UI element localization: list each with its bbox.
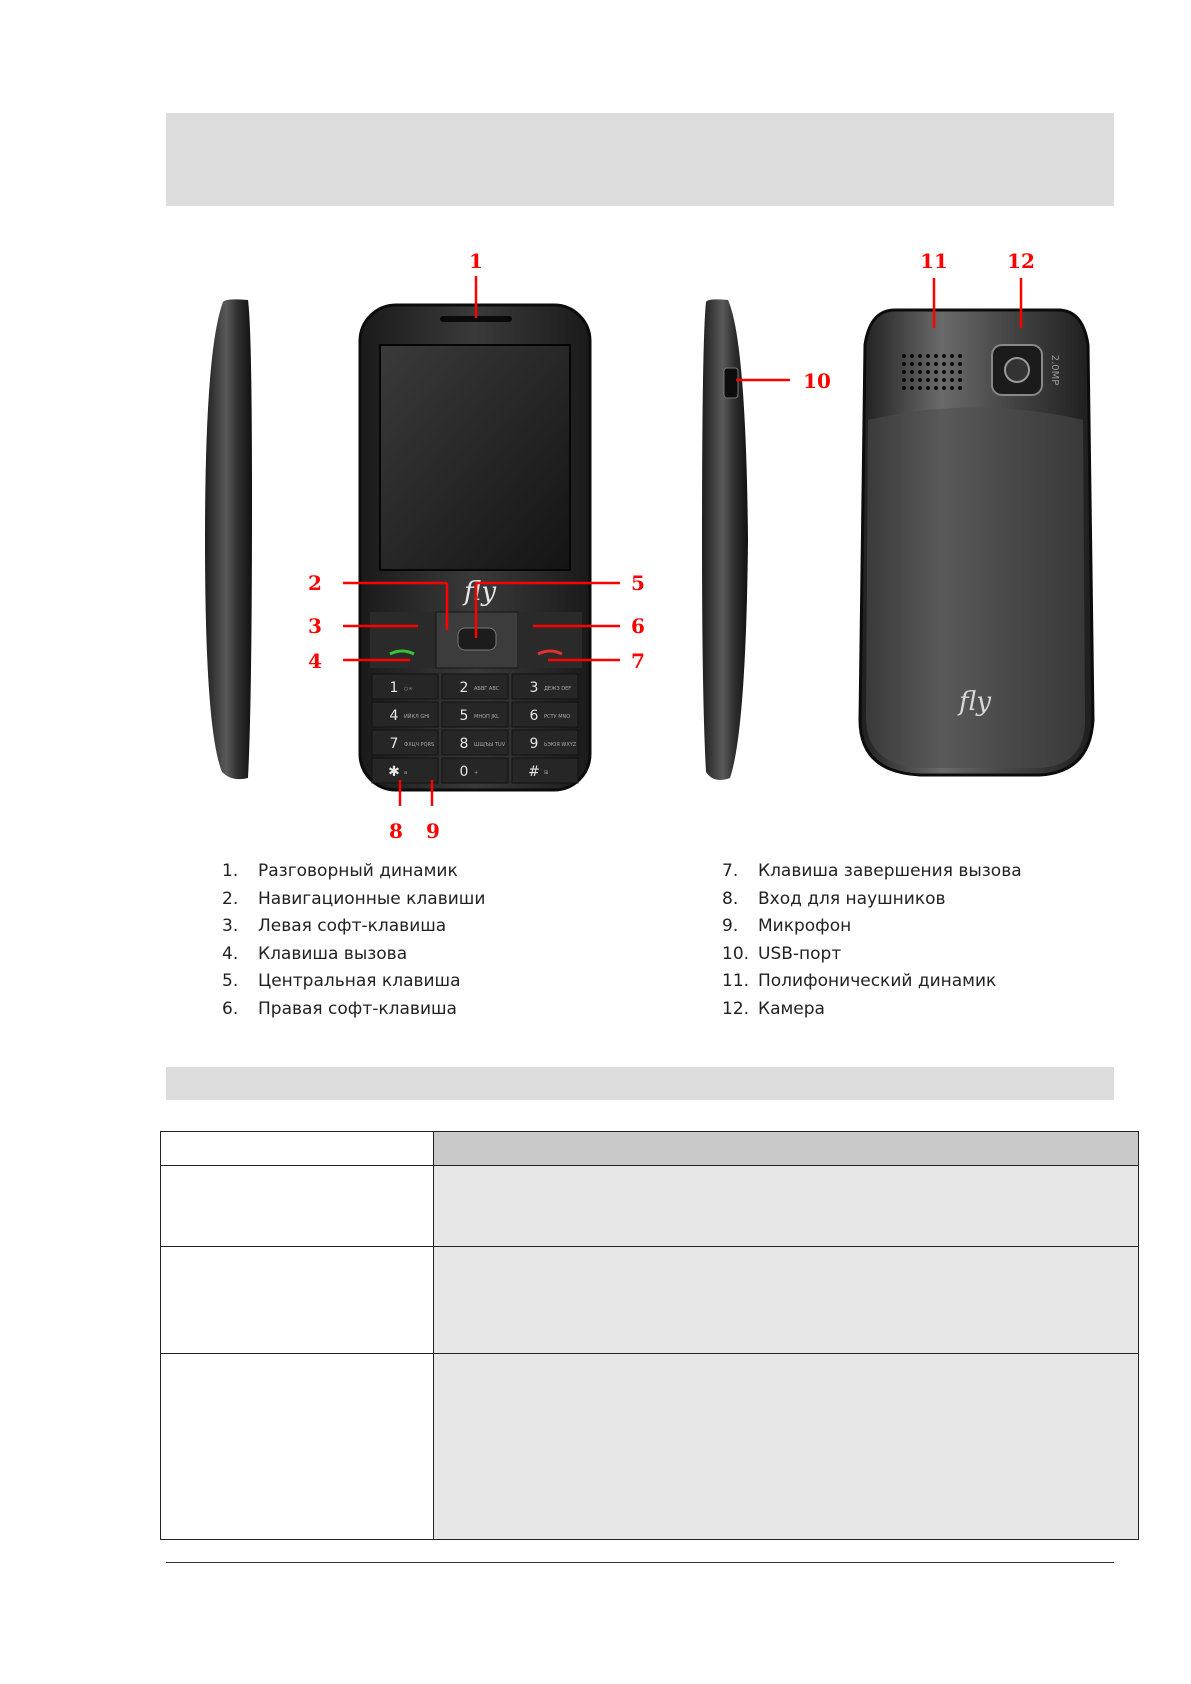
callout-11: 11 (920, 249, 948, 273)
keypad-letters: a (404, 770, 408, 776)
table-row (161, 1354, 1139, 1540)
callout-5: 5 (631, 571, 645, 595)
keypad-letters: ⊞ (544, 770, 549, 776)
keypad-digit: 9 (529, 736, 539, 752)
table-row (161, 1247, 1139, 1354)
keypad-digit: 0 (459, 764, 469, 780)
keypad-key (512, 730, 578, 755)
legend-item: 5. Центральная клавиша (222, 971, 461, 992)
legend-item: 7. Клавиша завершения вызова (722, 861, 1022, 881)
keypad-digit: 6 (529, 708, 539, 724)
callout-1: 1 (469, 249, 483, 273)
keypad-key (372, 702, 438, 727)
callout-7: 7 (631, 649, 645, 673)
legend-item: 3. Левая софт-клавиша (222, 916, 447, 937)
legend-item: 8. Вход для наушников (722, 888, 946, 909)
keypad-digit: 7 (389, 736, 399, 752)
keypad-key (512, 674, 578, 699)
keypad-digit: 2 (459, 680, 469, 696)
legend-item: 10. USB-порт (722, 943, 842, 964)
phone-front (360, 305, 590, 790)
keypad-letters: ШЩЪЫ TUV (474, 742, 506, 748)
table-header-row (161, 1132, 1139, 1166)
footer-rule (166, 1562, 1114, 1563)
keypad-digit: 3 (529, 680, 539, 696)
callout-10: 10 (803, 369, 831, 393)
keypad-digit: 1 (389, 680, 399, 696)
phone-back (860, 310, 1093, 775)
keypad-digit: ✱ (388, 764, 400, 780)
keypad-key (372, 758, 438, 783)
legend-item: 4. Клавиша вызова (222, 943, 408, 964)
section-header-band-2 (166, 1067, 1114, 1100)
keypad-letters: ЬЭЮЯ WXYZ (544, 742, 577, 748)
legend-item: 11. Полифонический динамик (722, 971, 997, 992)
legend-item: 9. Микрофон (722, 916, 852, 937)
legend-item: 6. Правая софт-клавиша (222, 998, 457, 1019)
camera-lens (1005, 358, 1029, 382)
keypad-letters: ○∞ (404, 686, 413, 692)
callout-8: 8 (389, 819, 403, 843)
callout-3: 3 (308, 614, 322, 638)
callout-4: 4 (308, 649, 322, 673)
keypad-letters: МНОП JKL (474, 714, 499, 720)
keypad-key (442, 702, 508, 727)
keypad-digit: # (528, 764, 540, 780)
front-logo: fly (463, 577, 497, 607)
legend-right (722, 858, 1022, 1024)
keypad-digit: 4 (389, 708, 399, 724)
phone-side-left (205, 299, 252, 779)
keypad-digit: 5 (459, 708, 469, 724)
keypad-digit: 8 (459, 736, 469, 752)
keypad-key (442, 730, 508, 755)
table-row (161, 1166, 1139, 1247)
legend-left (222, 858, 485, 1024)
keypad-letters: ДЕЖЗ DEF (544, 686, 572, 692)
keypad-key (512, 758, 578, 783)
keypad-letters: ФХЦЧ PQRS (404, 742, 435, 748)
legend-item: 12. Камера (722, 998, 825, 1019)
callout-9: 9 (426, 819, 440, 843)
callout-2: 2 (308, 571, 322, 595)
back-logo: fly (958, 687, 992, 717)
keypad-key (442, 758, 508, 783)
legend-item: 2. Навигационные клавиши (222, 888, 486, 909)
front-screen (380, 345, 570, 570)
callout-12: 12 (1007, 249, 1035, 273)
spec-table (160, 1131, 1139, 1540)
keypad-letters: + (474, 770, 479, 776)
camera-label: 2.0MP (1049, 354, 1060, 386)
callout-6: 6 (631, 614, 645, 638)
keypad-key (372, 730, 438, 755)
keypad-letters: АБВГ ABC (474, 686, 500, 692)
keypad-key (442, 674, 508, 699)
keypad-letters: ИЙКЛ GHI (404, 714, 430, 720)
keypad-letters: РСТУ MNO (544, 714, 571, 720)
usb-port-shape (724, 368, 738, 398)
keypad-key (512, 702, 578, 727)
phone-side-right (702, 299, 748, 780)
keypad-key (372, 674, 438, 699)
legend-item: 1. Разговорный динамик (222, 861, 458, 881)
